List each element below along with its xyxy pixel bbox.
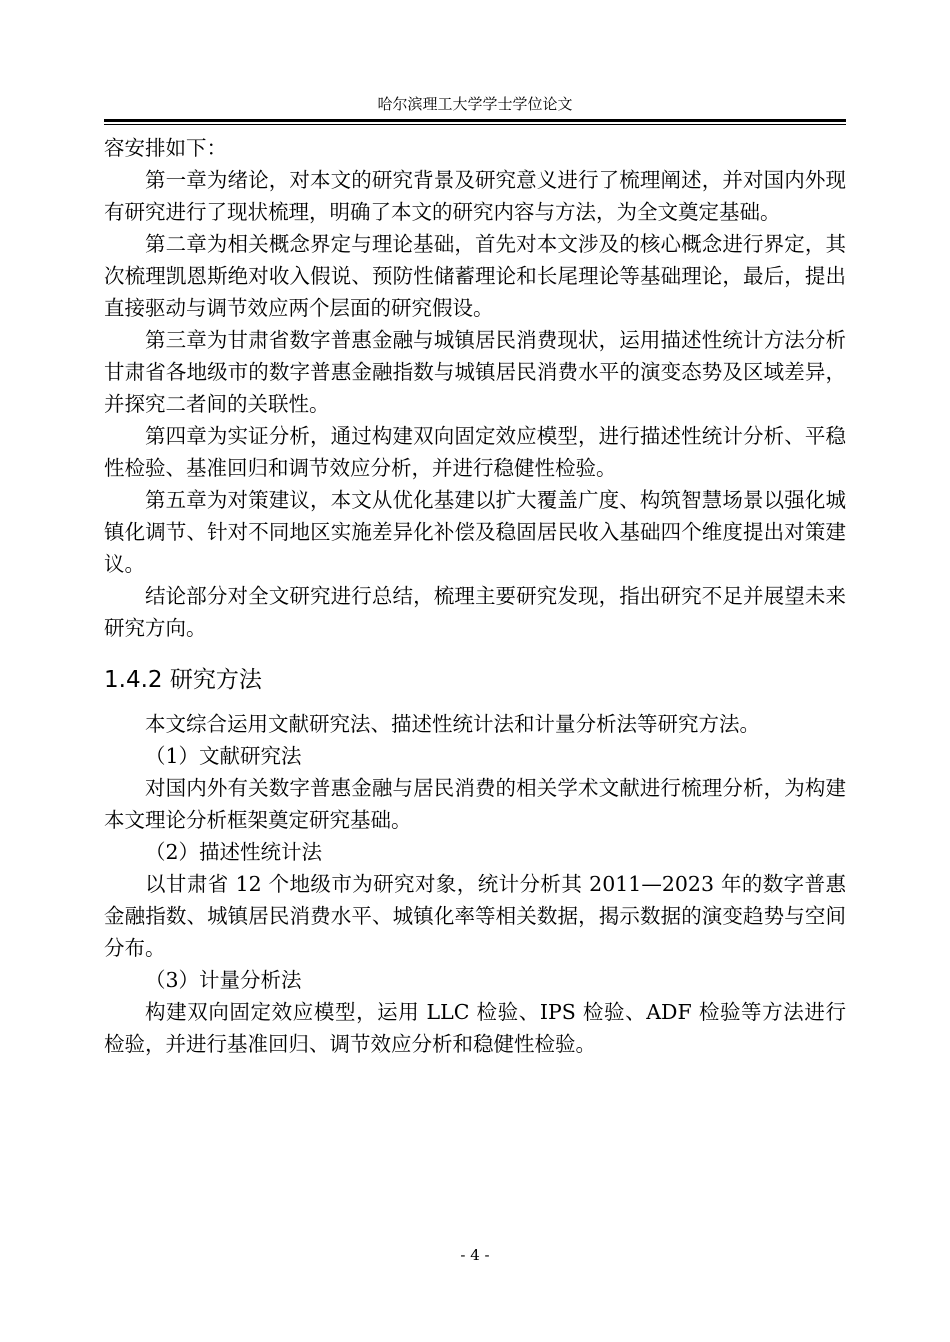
- paragraph-chapter-3: 第三章为甘肃省数字普惠金融与城镇居民消费现状，运用描述性统计方法分析甘肃省各地级市的数字普惠金融指数与城镇居民消费水平的演变态势及区域差异，并探究二者间的关联性。: [104, 328, 846, 416]
- page-number: - 4 -: [460, 1246, 490, 1264]
- paragraph-econometric: 构建双向固定效应模型，运用 LLC 检验、IPS 检验、ADF 检验等方法进行检验，并进行基准回归、调节效应分析和稳健性检验。: [104, 1000, 846, 1056]
- paragraph-chapter-2: 第二章为相关概念界定与理论基础，首先对本文涉及的核心概念进行界定，其次梳理凯恩斯绝对收入假说、预防性储蓄理论和长尾理论等基础理论，最后，提出直接驱动与调节效应两个层面的研究假设。: [104, 232, 846, 320]
- paragraph-descriptive: 以甘肃省 12 个地级市为研究对象，统计分析其 2011—2023 年的数字普惠金融指数、城镇居民消费水平、城镇化率等相关数据，揭示数据的演变趋势与空间分布。: [104, 872, 846, 960]
- paragraph-conclusion: 结论部分对全文研究进行总结，梳理主要研究发现，指出研究不足并展望未来研究方向。: [104, 584, 846, 640]
- paragraph-continuation: 容安排如下：: [104, 136, 227, 160]
- running-header: 哈尔滨理工大学学士学位论文: [377, 95, 573, 113]
- header-rule-thin: [104, 124, 846, 125]
- paragraph-chapter-1: 第一章为绪论，对本文的研究背景及研究意义进行了梳理阐述，并对国内外现有研究进行了现状梳理，明确了本文的研究内容与方法，为全文奠定基础。: [104, 168, 846, 224]
- body-text: [104, 132, 846, 1060]
- method-label-descriptive: （2）描述性统计法: [145, 840, 323, 864]
- paragraph-chapter-4: 第四章为实证分析，通过构建双向固定效应模型，进行描述性统计分析、平稳性检验、基准回归和调节效应分析，并进行稳健性检验。: [104, 424, 846, 480]
- method-label-literature: （1）文献研究法: [145, 744, 302, 768]
- method-label-econometric: （3）计量分析法: [145, 968, 302, 992]
- paragraph-chapter-5: 第五章为对策建议，本文从优化基建以扩大覆盖广度、构筑智慧场景以强化城镇化调节、针对不同地区实施差异化补偿及稳固居民收入基础四个维度提出对策建议。: [104, 488, 846, 576]
- section-heading: 1.4.2 研究方法: [104, 667, 262, 693]
- header-rule-thick: [104, 119, 846, 122]
- paragraph-methods-intro: 本文综合运用文献研究法、描述性统计法和计量分析法等研究方法。: [145, 712, 760, 736]
- paragraph-literature: 对国内外有关数字普惠金融与居民消费的相关学术文献进行梳理分析，为构建本文理论分析框架奠定研究基础。: [104, 776, 846, 832]
